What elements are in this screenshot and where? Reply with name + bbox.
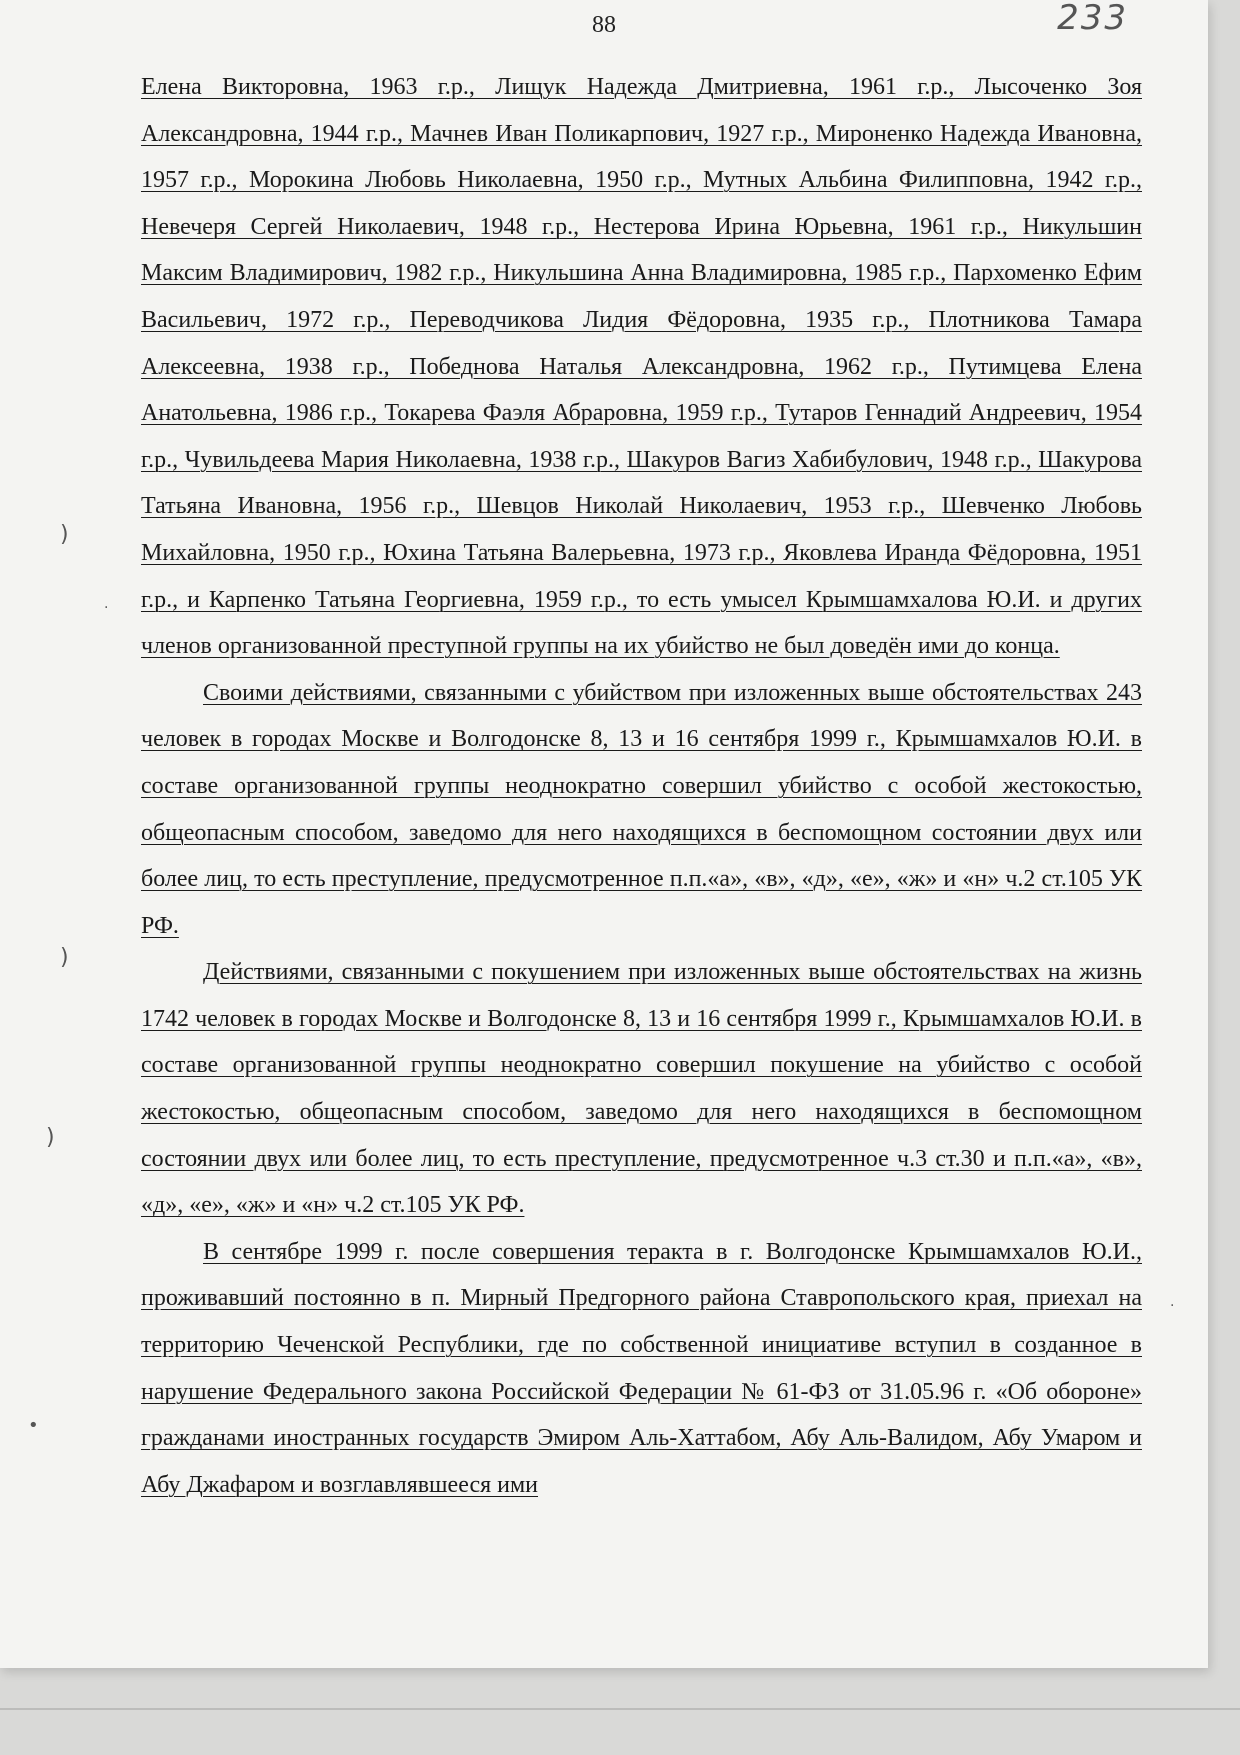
margin-tick-mark: · [1170,1298,1175,1314]
paragraph-murder-qualification: Своими действиями, связанными с убийством при изложенных выше обстоятельствах 243 человек в городах Москве и Волгодонске 8, 13 и 16 сентября 1999 г., Крымшамхалов Ю.И. в составе организованной группы неоднократно совершил убийство с особой жестокостью, общеопасным способом, заведомо для него находящихся в беспомощном состоянии двух или более лиц, то есть преступление, предусмотренное п.п.«а», «в», «д», «е», «ж» и «н» ч.2 ст.105 УК РФ. [141,679,1142,939]
paragraph-attempt-qualification: Действиями, связанными с покушением при изложенных выше обстоятельствах на жизнь 1742 человек в городах Москве и Волгодонске 8, 13 и 16 сентября 1999 г., Крымшамхалов Ю.И. в составе организованной группы неоднократно совершил покушение на убийство с особой жестокостью, общеопасным способом, заведомо для него находящихся в беспомощном состоянии двух или более лиц, то есть преступление, предусмотренное ч.3 ст.30 и п.п.«а», «в», «д», «е», «ж» и «н» ч.2 ст.105 УК РФ. [141,959,1142,1219]
paragraph-victims-list: Елена Викторовна, 1963 г.р., Лищук Надежда Дмитриевна, 1961 г.р., Лысоченко Зоя Александровна, 1944 г.р., Мачнев Иван Поликарпович, 1927 г.р., Мироненко Надежда Ивановна, 1957 г.р., Морокина Любовь Николаевна, 1950 г.р., Мутных Альбина Филипповна, 1942 г.р., Невечеря Сергей Николаевич, 1948 г.р., Нестерова Ирина Юрьевна, 1961 г.р., Никульшин Максим Владимирович, 1982 г.р., Никульшина Анна Владимировна, 1985 г.р., Пархоменко Ефим Васильевич, 1972 г.р., Переводчикова Лидия Фёдоровна, 1935 г.р., Плотникова Тамара Алексеевна, 1938 г.р., Победнова Наталья Александровна, 1962 г.р., Путимцева Елена Анатольевна, 1986 г.р., Токарева Фаэля Абраровна, 1959 г.р., Тутаров Геннадий Андреевич, 1954 г.р., Чувильдеева Мария Николаевна, 1938 г.р., Шакуров Вагиз Хабибулович, 1948 г.р., Шакурова Татьяна Ивановна, 1956 г.р., Шевцов Николай Николаевич, 1953 г.р., Шевченко Любовь Михайловна, 1950 г.р., Юхина Татьяна Валерьевна, 1973 г.р., Яковлева Иранда Фёдоровна, 1951 г.р., и Карпенко Татьяна Георгиевна, 1959 г.р., то есть умысел Крымшамхалова Ю.И. и других членов организованной преступной группы на их убийство не был доведён ими до конца. [141,74,1142,660]
margin-bracket-mark: ) [60,522,69,547]
margin-bracket-mark: ) [46,1125,55,1150]
margin-dot-mark: • [28,1415,39,1436]
body-text [141,64,1142,1508]
page-number: 88 [592,12,616,38]
margin-tick-mark: · [104,600,109,616]
margin-bracket-mark: ) [60,945,69,970]
paragraph-chechnya-group: В сентябре 1999 г. после совершения теракта в г. Волгодонске Крымшамхалов Ю.И., проживавший постоянно в п. Мирный Предгорного района Ставропольского края, приехал на территорию Чеченской Республики, где по собственной инициативе вступил в созданное в нарушение Федерального закона Российской Федерации № 61-ФЗ от 31.05.96 г. «Об обороне» гражданами иностранных государств Эмиром Аль-Хаттабом, Абу Аль-Валидом, Абу Умаром и Абу Джафаром и возглавлявшееся ими [141,1238,1142,1498]
scan-edge-line [0,1708,1240,1710]
handwritten-archive-number: 233 [1057,0,1128,38]
